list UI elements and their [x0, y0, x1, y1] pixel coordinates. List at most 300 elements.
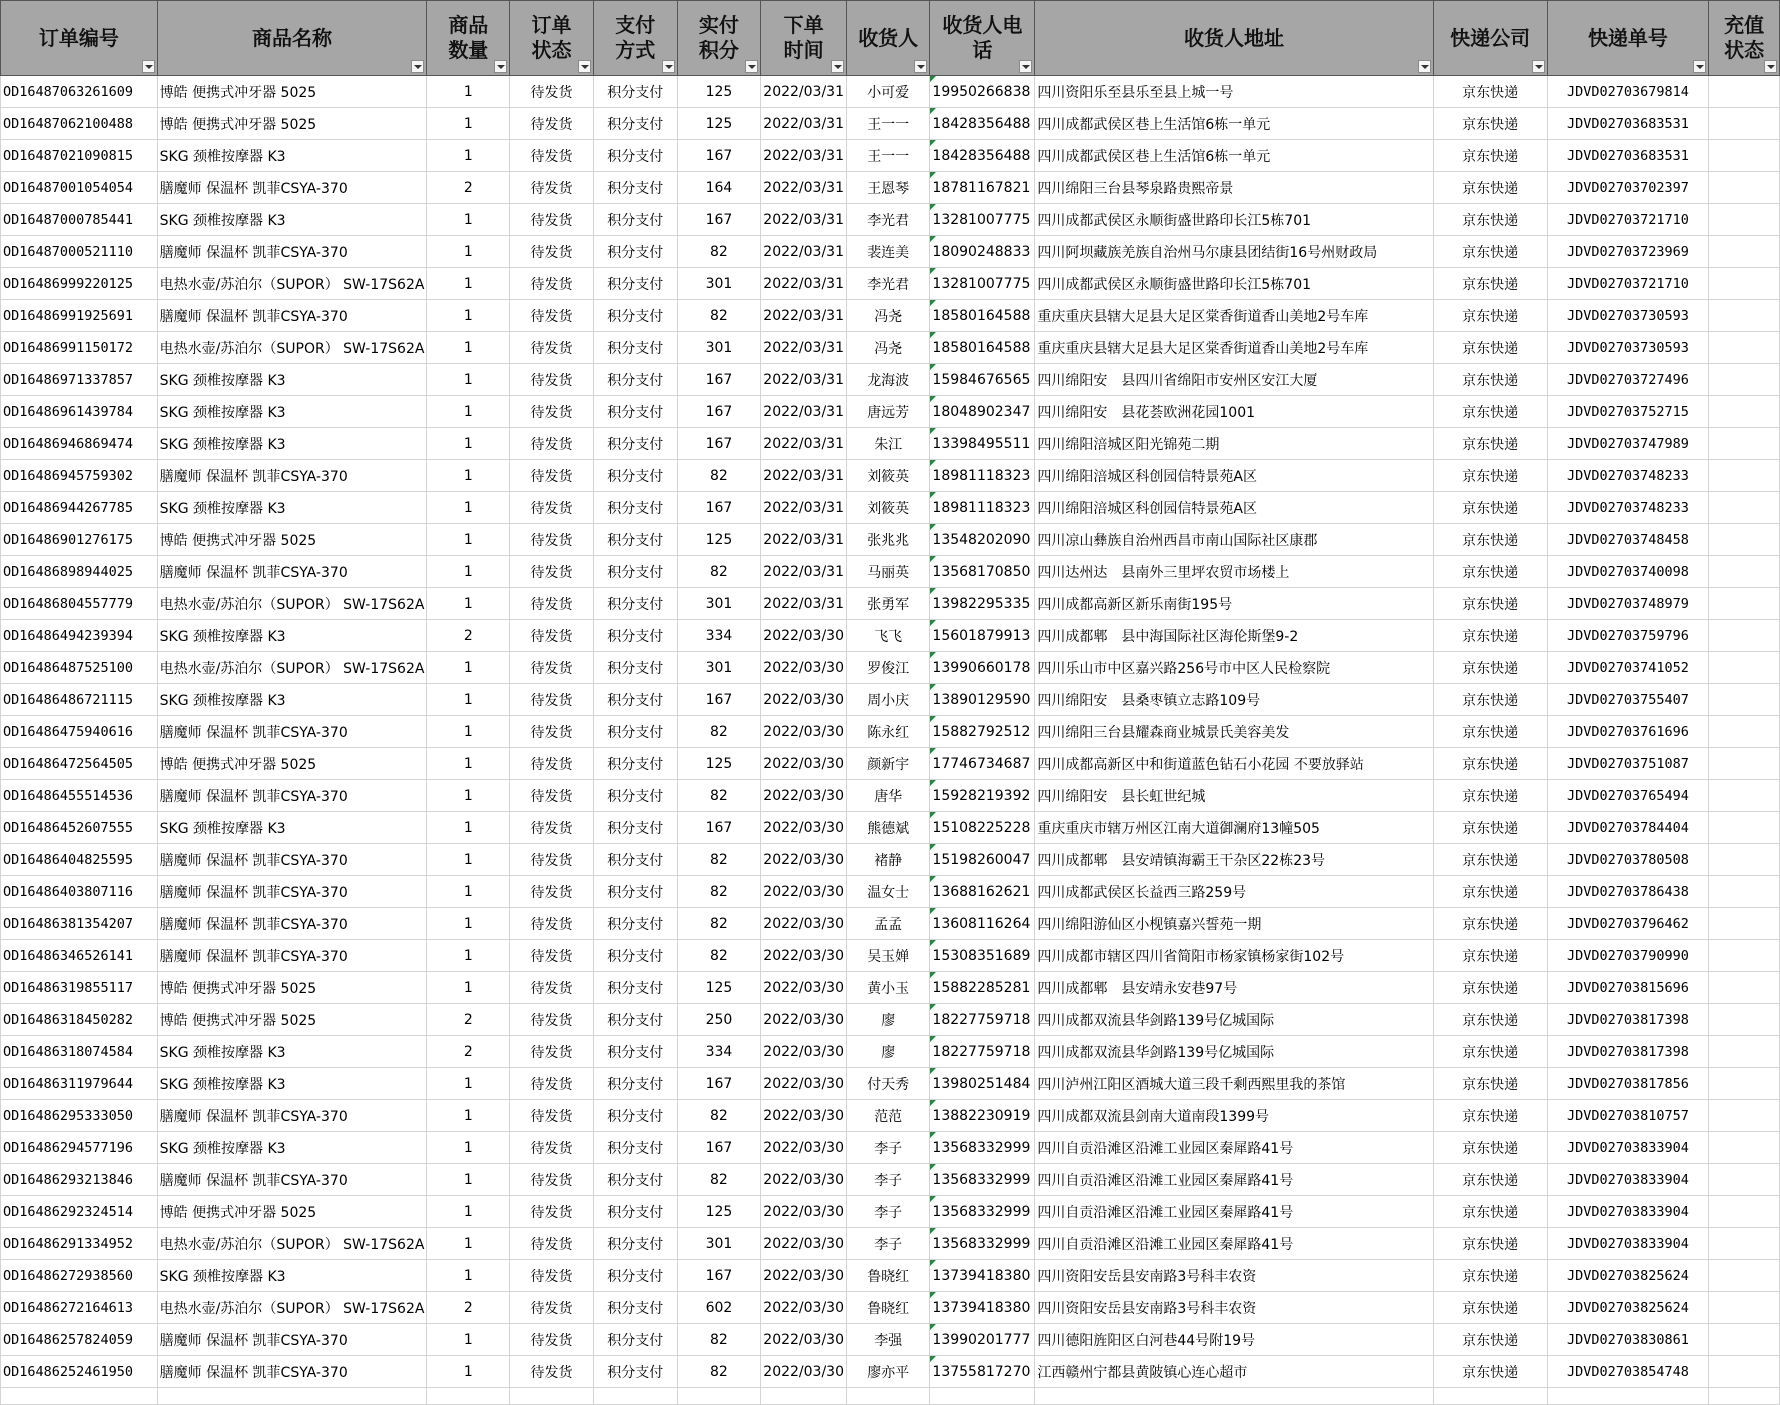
header-quantity[interactable]: 商品数量	[427, 1, 510, 76]
empty-cell[interactable]	[1547, 1388, 1708, 1405]
recipient-cell[interactable]: 王一一	[846, 108, 929, 140]
courier-cell[interactable]: 京东快递	[1433, 364, 1547, 396]
recipient-cell[interactable]: 熊德斌	[846, 812, 929, 844]
courier-cell[interactable]: 京东快递	[1433, 204, 1547, 236]
order-status-cell[interactable]: 待发货	[510, 204, 594, 236]
order-id-cell[interactable]: OD16487000521110	[1, 236, 158, 268]
order-id-cell[interactable]: OD16486991925691	[1, 300, 158, 332]
points-paid-cell[interactable]: 334	[677, 620, 761, 652]
order-time-cell[interactable]: 2022/03/30	[761, 1228, 847, 1260]
points-paid-cell[interactable]: 167	[677, 140, 761, 172]
recipient-phone-cell[interactable]: 18781167821	[930, 172, 1035, 204]
product-name-cell[interactable]: 膳魔师 保温杯 凯菲CSYA-370	[157, 1324, 427, 1356]
recipient-cell[interactable]: 廖	[846, 1004, 929, 1036]
recipient-cell[interactable]: 陈永红	[846, 716, 929, 748]
recharge-status-cell[interactable]	[1709, 396, 1780, 428]
payment-method-cell[interactable]: 积分支付	[593, 1356, 677, 1388]
product-name-cell[interactable]: SKG 颈椎按摩器 K3	[157, 428, 427, 460]
product-name-cell[interactable]: SKG 颈椎按摩器 K3	[157, 1068, 427, 1100]
recipient-cell[interactable]: 李子	[846, 1228, 929, 1260]
product-name-cell[interactable]: 膳魔师 保温杯 凯菲CSYA-370	[157, 908, 427, 940]
recipient-address-cell[interactable]: 四川成都市辖区四川省简阳市杨家镇杨家街102号	[1035, 940, 1433, 972]
points-paid-cell[interactable]: 167	[677, 1068, 761, 1100]
recipient-phone-cell[interactable]: 13739418380	[930, 1292, 1035, 1324]
points-paid-cell[interactable]: 167	[677, 1260, 761, 1292]
quantity-cell[interactable]: 1	[427, 556, 510, 588]
product-name-cell[interactable]: 膳魔师 保温杯 凯菲CSYA-370	[157, 1164, 427, 1196]
payment-method-cell[interactable]: 积分支付	[593, 780, 677, 812]
recipient-address-cell[interactable]: 重庆重庆县辖大足县大足区棠香街道香山美地2号车库	[1035, 332, 1433, 364]
recharge-status-cell[interactable]	[1709, 204, 1780, 236]
order-status-cell[interactable]: 待发货	[510, 940, 594, 972]
order-id-cell[interactable]: OD16486291334952	[1, 1228, 158, 1260]
recipient-cell[interactable]: 李子	[846, 1196, 929, 1228]
product-name-cell[interactable]: SKG 颈椎按摩器 K3	[157, 1036, 427, 1068]
tracking-number-cell[interactable]: JDVD02703748233	[1547, 492, 1708, 524]
recharge-status-cell[interactable]	[1709, 1100, 1780, 1132]
order-id-cell[interactable]: OD16486961439784	[1, 396, 158, 428]
payment-method-cell[interactable]: 积分支付	[593, 1196, 677, 1228]
quantity-cell[interactable]: 1	[427, 492, 510, 524]
recipient-address-cell[interactable]: 四川阿坝藏族羌族自治州马尔康县团结街16号州财政局	[1035, 236, 1433, 268]
quantity-cell[interactable]: 1	[427, 236, 510, 268]
product-name-cell[interactable]: 电热水壶/苏泊尔（SUPOR） SW-17S62A	[157, 1228, 427, 1260]
empty-cell[interactable]	[930, 1388, 1035, 1405]
points-paid-cell[interactable]: 82	[677, 844, 761, 876]
recharge-status-cell[interactable]	[1709, 940, 1780, 972]
recharge-status-cell[interactable]	[1709, 492, 1780, 524]
points-paid-cell[interactable]: 82	[677, 556, 761, 588]
recharge-status-cell[interactable]	[1709, 748, 1780, 780]
courier-cell[interactable]: 京东快递	[1433, 556, 1547, 588]
empty-cell[interactable]	[510, 1388, 594, 1405]
recipient-address-cell[interactable]: 四川自贡沿滩区沿滩工业园区秦犀路41号	[1035, 1196, 1433, 1228]
product-name-cell[interactable]: 膳魔师 保温杯 凯菲CSYA-370	[157, 1356, 427, 1388]
tracking-number-cell[interactable]: JDVD02703761696	[1547, 716, 1708, 748]
recipient-address-cell[interactable]: 四川达州达 县南外三里坪农贸市场楼上	[1035, 556, 1433, 588]
order-id-cell[interactable]: OD16486472564505	[1, 748, 158, 780]
quantity-cell[interactable]: 1	[427, 1260, 510, 1292]
quantity-cell[interactable]: 1	[427, 396, 510, 428]
order-id-cell[interactable]: OD16486999220125	[1, 268, 158, 300]
points-paid-cell[interactable]: 301	[677, 652, 761, 684]
recipient-address-cell[interactable]: 四川成都郫 县中海国际社区海伦斯堡9-2	[1035, 620, 1433, 652]
header-recharge-status[interactable]: 充值状态	[1709, 1, 1780, 76]
order-time-cell[interactable]: 2022/03/31	[761, 556, 847, 588]
recharge-status-cell[interactable]	[1709, 908, 1780, 940]
empty-cell[interactable]	[846, 1388, 929, 1405]
order-id-cell[interactable]: OD16486475940616	[1, 716, 158, 748]
recipient-address-cell[interactable]: 四川绵阳涪城区阳光锦苑二期	[1035, 428, 1433, 460]
quantity-cell[interactable]: 1	[427, 940, 510, 972]
order-id-cell[interactable]: OD16486318074584	[1, 1036, 158, 1068]
recipient-address-cell[interactable]: 四川资阳安岳县安南路3号科丰农资	[1035, 1260, 1433, 1292]
order-time-cell[interactable]: 2022/03/30	[761, 1164, 847, 1196]
quantity-cell[interactable]: 1	[427, 364, 510, 396]
recipient-address-cell[interactable]: 四川凉山彝族自治州西昌市南山国际社区康郡	[1035, 524, 1433, 556]
order-status-cell[interactable]: 待发货	[510, 364, 594, 396]
order-time-cell[interactable]: 2022/03/30	[761, 1260, 847, 1292]
payment-method-cell[interactable]: 积分支付	[593, 76, 677, 108]
recipient-cell[interactable]: 李强	[846, 1324, 929, 1356]
recipient-cell[interactable]: 李光君	[846, 268, 929, 300]
order-id-cell[interactable]: OD16486295333050	[1, 1100, 158, 1132]
recharge-status-cell[interactable]	[1709, 1004, 1780, 1036]
tracking-number-cell[interactable]: JDVD02703817856	[1547, 1068, 1708, 1100]
points-paid-cell[interactable]: 301	[677, 588, 761, 620]
order-time-cell[interactable]: 2022/03/31	[761, 364, 847, 396]
order-time-cell[interactable]: 2022/03/30	[761, 940, 847, 972]
tracking-number-cell[interactable]: JDVD02703752715	[1547, 396, 1708, 428]
order-time-cell[interactable]: 2022/03/30	[761, 780, 847, 812]
recipient-address-cell[interactable]: 四川成都武侯区永顺街盛世路印长江5栋701	[1035, 204, 1433, 236]
order-time-cell[interactable]: 2022/03/30	[761, 972, 847, 1004]
payment-method-cell[interactable]: 积分支付	[593, 300, 677, 332]
order-time-cell[interactable]: 2022/03/31	[761, 588, 847, 620]
quantity-cell[interactable]: 1	[427, 1100, 510, 1132]
tracking-number-cell[interactable]: JDVD02703780508	[1547, 844, 1708, 876]
recipient-phone-cell[interactable]: 18048902347	[930, 396, 1035, 428]
recipient-address-cell[interactable]: 四川自贡沿滩区沿滩工业园区秦犀路41号	[1035, 1132, 1433, 1164]
recipient-address-cell[interactable]: 重庆重庆县辖大足县大足区棠香街道香山美地2号车库	[1035, 300, 1433, 332]
recipient-phone-cell[interactable]: 18428356488	[930, 140, 1035, 172]
courier-cell[interactable]: 京东快递	[1433, 1356, 1547, 1388]
order-status-cell[interactable]: 待发货	[510, 1292, 594, 1324]
order-status-cell[interactable]: 待发货	[510, 1356, 594, 1388]
courier-cell[interactable]: 京东快递	[1433, 1292, 1547, 1324]
recharge-status-cell[interactable]	[1709, 1356, 1780, 1388]
courier-cell[interactable]: 京东快递	[1433, 1100, 1547, 1132]
recipient-address-cell[interactable]: 四川绵阳安 县花荟欧洲花园1001	[1035, 396, 1433, 428]
recipient-address-cell[interactable]: 四川自贡沿滩区沿滩工业园区秦犀路41号	[1035, 1228, 1433, 1260]
order-time-cell[interactable]: 2022/03/31	[761, 108, 847, 140]
header-courier[interactable]: 快递公司	[1433, 1, 1547, 76]
empty-cell[interactable]	[593, 1388, 677, 1405]
product-name-cell[interactable]: 电热水壶/苏泊尔（SUPOR） SW-17S62A	[157, 588, 427, 620]
recipient-phone-cell[interactable]: 15601879913	[930, 620, 1035, 652]
quantity-cell[interactable]: 1	[427, 588, 510, 620]
recipient-phone-cell[interactable]: 13688162621	[930, 876, 1035, 908]
points-paid-cell[interactable]: 125	[677, 76, 761, 108]
recipient-phone-cell[interactable]: 18227759718	[930, 1036, 1035, 1068]
order-status-cell[interactable]: 待发货	[510, 1228, 594, 1260]
product-name-cell[interactable]: 电热水壶/苏泊尔（SUPOR） SW-17S62A	[157, 652, 427, 684]
courier-cell[interactable]: 京东快递	[1433, 1068, 1547, 1100]
quantity-cell[interactable]: 1	[427, 716, 510, 748]
order-time-cell[interactable]: 2022/03/31	[761, 300, 847, 332]
recharge-status-cell[interactable]	[1709, 460, 1780, 492]
courier-cell[interactable]: 京东快递	[1433, 492, 1547, 524]
courier-cell[interactable]: 京东快递	[1433, 1132, 1547, 1164]
product-name-cell[interactable]: SKG 颈椎按摩器 K3	[157, 620, 427, 652]
points-paid-cell[interactable]: 167	[677, 204, 761, 236]
quantity-cell[interactable]: 1	[427, 748, 510, 780]
product-name-cell[interactable]: 博皓 便携式冲牙器 5025	[157, 1004, 427, 1036]
recipient-address-cell[interactable]: 四川绵阳涪城区科创园信特景苑A区	[1035, 460, 1433, 492]
order-time-cell[interactable]: 2022/03/30	[761, 812, 847, 844]
courier-cell[interactable]: 京东快递	[1433, 716, 1547, 748]
points-paid-cell[interactable]: 82	[677, 1324, 761, 1356]
points-paid-cell[interactable]: 82	[677, 876, 761, 908]
order-time-cell[interactable]: 2022/03/30	[761, 620, 847, 652]
order-time-cell[interactable]: 2022/03/30	[761, 684, 847, 716]
payment-method-cell[interactable]: 积分支付	[593, 428, 677, 460]
product-name-cell[interactable]: 膳魔师 保温杯 凯菲CSYA-370	[157, 236, 427, 268]
filter-dropdown-icon[interactable]	[494, 60, 507, 73]
product-name-cell[interactable]: 膳魔师 保温杯 凯菲CSYA-370	[157, 1100, 427, 1132]
product-name-cell[interactable]: 膳魔师 保温杯 凯菲CSYA-370	[157, 780, 427, 812]
recharge-status-cell[interactable]	[1709, 812, 1780, 844]
order-status-cell[interactable]: 待发货	[510, 812, 594, 844]
recipient-cell[interactable]: 鲁晓红	[846, 1260, 929, 1292]
empty-cell[interactable]	[427, 1388, 510, 1405]
order-id-cell[interactable]: OD16486311979644	[1, 1068, 158, 1100]
order-status-cell[interactable]: 待发货	[510, 748, 594, 780]
header-order-time[interactable]: 下单时间	[761, 1, 847, 76]
recipient-phone-cell[interactable]: 13281007775	[930, 268, 1035, 300]
empty-cell[interactable]	[677, 1388, 761, 1405]
order-id-cell[interactable]: OD16487063261609	[1, 76, 158, 108]
order-time-cell[interactable]: 2022/03/30	[761, 1356, 847, 1388]
order-status-cell[interactable]: 待发货	[510, 108, 594, 140]
filter-dropdown-icon[interactable]	[914, 60, 927, 73]
recipient-phone-cell[interactable]: 15984676565	[930, 364, 1035, 396]
courier-cell[interactable]: 京东快递	[1433, 1228, 1547, 1260]
recipient-address-cell[interactable]: 四川成都双流县华剑路139号亿城国际	[1035, 1004, 1433, 1036]
recharge-status-cell[interactable]	[1709, 172, 1780, 204]
filter-dropdown-icon[interactable]	[1532, 60, 1545, 73]
product-name-cell[interactable]: 膳魔师 保温杯 凯菲CSYA-370	[157, 716, 427, 748]
payment-method-cell[interactable]: 积分支付	[593, 332, 677, 364]
order-id-cell[interactable]: OD16486898944025	[1, 556, 158, 588]
order-time-cell[interactable]: 2022/03/31	[761, 332, 847, 364]
quantity-cell[interactable]: 1	[427, 1196, 510, 1228]
header-product-name[interactable]: 商品名称	[157, 1, 427, 76]
order-id-cell[interactable]: OD16486252461950	[1, 1356, 158, 1388]
order-id-cell[interactable]: OD16487062100488	[1, 108, 158, 140]
recipient-cell[interactable]: 刘筱英	[846, 492, 929, 524]
recharge-status-cell[interactable]	[1709, 1324, 1780, 1356]
recipient-cell[interactable]: 吴玉婵	[846, 940, 929, 972]
order-status-cell[interactable]: 待发货	[510, 1324, 594, 1356]
quantity-cell[interactable]: 2	[427, 1292, 510, 1324]
order-status-cell[interactable]: 待发货	[510, 332, 594, 364]
courier-cell[interactable]: 京东快递	[1433, 780, 1547, 812]
tracking-number-cell[interactable]: JDVD02703748458	[1547, 524, 1708, 556]
courier-cell[interactable]: 京东快递	[1433, 844, 1547, 876]
order-id-cell[interactable]: OD16486901276175	[1, 524, 158, 556]
order-status-cell[interactable]: 待发货	[510, 684, 594, 716]
tracking-number-cell[interactable]: JDVD02703721710	[1547, 268, 1708, 300]
recipient-phone-cell[interactable]: 13982295335	[930, 588, 1035, 620]
courier-cell[interactable]: 京东快递	[1433, 876, 1547, 908]
payment-method-cell[interactable]: 积分支付	[593, 748, 677, 780]
header-order-status[interactable]: 订单状态	[510, 1, 594, 76]
payment-method-cell[interactable]: 积分支付	[593, 524, 677, 556]
recharge-status-cell[interactable]	[1709, 1164, 1780, 1196]
order-time-cell[interactable]: 2022/03/30	[761, 1196, 847, 1228]
quantity-cell[interactable]: 1	[427, 684, 510, 716]
recipient-address-cell[interactable]: 四川资阳乐至县乐至县上城一号	[1035, 76, 1433, 108]
product-name-cell[interactable]: 膳魔师 保温杯 凯菲CSYA-370	[157, 460, 427, 492]
order-status-cell[interactable]: 待发货	[510, 556, 594, 588]
order-id-cell[interactable]: OD16486318450282	[1, 1004, 158, 1036]
points-paid-cell[interactable]: 301	[677, 268, 761, 300]
filter-dropdown-icon[interactable]	[1693, 60, 1706, 73]
header-payment-method[interactable]: 支付方式	[593, 1, 677, 76]
recipient-cell[interactable]: 刘筱英	[846, 460, 929, 492]
tracking-number-cell[interactable]: JDVD02703784404	[1547, 812, 1708, 844]
order-id-cell[interactable]: OD16486346526141	[1, 940, 158, 972]
recipient-phone-cell[interactable]: 15928219392	[930, 780, 1035, 812]
points-paid-cell[interactable]: 250	[677, 1004, 761, 1036]
courier-cell[interactable]: 京东快递	[1433, 108, 1547, 140]
order-status-cell[interactable]: 待发货	[510, 140, 594, 172]
order-id-cell[interactable]: OD16486272938560	[1, 1260, 158, 1292]
payment-method-cell[interactable]: 积分支付	[593, 1324, 677, 1356]
points-paid-cell[interactable]: 167	[677, 812, 761, 844]
courier-cell[interactable]: 京东快递	[1433, 1164, 1547, 1196]
product-name-cell[interactable]: 博皓 便携式冲牙器 5025	[157, 972, 427, 1004]
payment-method-cell[interactable]: 积分支付	[593, 108, 677, 140]
tracking-number-cell[interactable]: JDVD02703810757	[1547, 1100, 1708, 1132]
order-time-cell[interactable]: 2022/03/30	[761, 844, 847, 876]
recipient-phone-cell[interactable]: 18090248833	[930, 236, 1035, 268]
courier-cell[interactable]: 京东快递	[1433, 620, 1547, 652]
courier-cell[interactable]: 京东快递	[1433, 908, 1547, 940]
recipient-cell[interactable]: 朱江	[846, 428, 929, 460]
recipient-cell[interactable]: 周小庆	[846, 684, 929, 716]
header-recipient[interactable]: 收货人	[846, 1, 929, 76]
points-paid-cell[interactable]: 82	[677, 1356, 761, 1388]
order-status-cell[interactable]: 待发货	[510, 908, 594, 940]
recipient-phone-cell[interactable]: 13548202090	[930, 524, 1035, 556]
tracking-number-cell[interactable]: JDVD02703815696	[1547, 972, 1708, 1004]
points-paid-cell[interactable]: 82	[677, 1164, 761, 1196]
order-status-cell[interactable]: 待发货	[510, 236, 594, 268]
points-paid-cell[interactable]: 167	[677, 364, 761, 396]
order-status-cell[interactable]: 待发货	[510, 716, 594, 748]
product-name-cell[interactable]: SKG 颈椎按摩器 K3	[157, 396, 427, 428]
recipient-phone-cell[interactable]: 15308351689	[930, 940, 1035, 972]
order-id-cell[interactable]: OD16486452607555	[1, 812, 158, 844]
empty-cell[interactable]	[1433, 1388, 1547, 1405]
order-status-cell[interactable]: 待发货	[510, 1164, 594, 1196]
recipient-address-cell[interactable]: 四川绵阳安 县长虹世纪城	[1035, 780, 1433, 812]
courier-cell[interactable]: 京东快递	[1433, 236, 1547, 268]
courier-cell[interactable]: 京东快递	[1433, 300, 1547, 332]
order-status-cell[interactable]: 待发货	[510, 1004, 594, 1036]
payment-method-cell[interactable]: 积分支付	[593, 652, 677, 684]
order-time-cell[interactable]: 2022/03/31	[761, 492, 847, 524]
order-status-cell[interactable]: 待发货	[510, 76, 594, 108]
recipient-phone-cell[interactable]: 13398495511	[930, 428, 1035, 460]
recharge-status-cell[interactable]	[1709, 428, 1780, 460]
quantity-cell[interactable]: 1	[427, 1356, 510, 1388]
tracking-number-cell[interactable]: JDVD02703721710	[1547, 204, 1708, 236]
quantity-cell[interactable]: 2	[427, 172, 510, 204]
courier-cell[interactable]: 京东快递	[1433, 1196, 1547, 1228]
courier-cell[interactable]: 京东快递	[1433, 268, 1547, 300]
recipient-phone-cell[interactable]: 13990660178	[930, 652, 1035, 684]
payment-method-cell[interactable]: 积分支付	[593, 1228, 677, 1260]
quantity-cell[interactable]: 1	[427, 460, 510, 492]
quantity-cell[interactable]: 1	[427, 908, 510, 940]
recipient-address-cell[interactable]: 四川成都双流县剑南大道南段1399号	[1035, 1100, 1433, 1132]
recharge-status-cell[interactable]	[1709, 620, 1780, 652]
quantity-cell[interactable]: 1	[427, 876, 510, 908]
tracking-number-cell[interactable]: JDVD02703702397	[1547, 172, 1708, 204]
recipient-phone-cell[interactable]: 15882285281	[930, 972, 1035, 1004]
order-id-cell[interactable]: OD16486404825595	[1, 844, 158, 876]
courier-cell[interactable]: 京东快递	[1433, 1004, 1547, 1036]
order-time-cell[interactable]: 2022/03/30	[761, 876, 847, 908]
quantity-cell[interactable]: 1	[427, 268, 510, 300]
recharge-status-cell[interactable]	[1709, 684, 1780, 716]
payment-method-cell[interactable]: 积分支付	[593, 716, 677, 748]
recipient-phone-cell[interactable]: 18580164588	[930, 332, 1035, 364]
courier-cell[interactable]: 京东快递	[1433, 652, 1547, 684]
quantity-cell[interactable]: 1	[427, 76, 510, 108]
recharge-status-cell[interactable]	[1709, 300, 1780, 332]
order-time-cell[interactable]: 2022/03/30	[761, 748, 847, 780]
recharge-status-cell[interactable]	[1709, 844, 1780, 876]
recipient-phone-cell[interactable]: 18981118323	[930, 492, 1035, 524]
recipient-address-cell[interactable]: 四川成都高新区新乐南街195号	[1035, 588, 1433, 620]
order-id-cell[interactable]: OD16486971337857	[1, 364, 158, 396]
recipient-phone-cell[interactable]: 18580164588	[930, 300, 1035, 332]
quantity-cell[interactable]: 1	[427, 204, 510, 236]
recipient-cell[interactable]: 唐华	[846, 780, 929, 812]
points-paid-cell[interactable]: 167	[677, 396, 761, 428]
points-paid-cell[interactable]: 82	[677, 940, 761, 972]
recipient-phone-cell[interactable]: 13568332999	[930, 1132, 1035, 1164]
recharge-status-cell[interactable]	[1709, 876, 1780, 908]
points-paid-cell[interactable]: 167	[677, 1132, 761, 1164]
filter-dropdown-icon[interactable]	[411, 60, 424, 73]
recharge-status-cell[interactable]	[1709, 1292, 1780, 1324]
recharge-status-cell[interactable]	[1709, 1132, 1780, 1164]
payment-method-cell[interactable]: 积分支付	[593, 556, 677, 588]
points-paid-cell[interactable]: 82	[677, 908, 761, 940]
tracking-number-cell[interactable]: JDVD02703825624	[1547, 1260, 1708, 1292]
payment-method-cell[interactable]: 积分支付	[593, 908, 677, 940]
payment-method-cell[interactable]: 积分支付	[593, 236, 677, 268]
order-time-cell[interactable]: 2022/03/30	[761, 1004, 847, 1036]
recipient-phone-cell[interactable]: 17746734687	[930, 748, 1035, 780]
payment-method-cell[interactable]: 积分支付	[593, 492, 677, 524]
order-status-cell[interactable]: 待发货	[510, 876, 594, 908]
recipient-phone-cell[interactable]: 15882792512	[930, 716, 1035, 748]
empty-cell[interactable]	[1035, 1388, 1433, 1405]
recipient-cell[interactable]: 龙海波	[846, 364, 929, 396]
order-status-cell[interactable]: 待发货	[510, 1068, 594, 1100]
order-status-cell[interactable]: 待发货	[510, 1036, 594, 1068]
points-paid-cell[interactable]: 82	[677, 300, 761, 332]
recipient-cell[interactable]: 冯尧	[846, 300, 929, 332]
order-id-cell[interactable]: OD16486294577196	[1, 1132, 158, 1164]
filter-dropdown-icon[interactable]	[142, 60, 155, 73]
recipient-cell[interactable]: 王恩琴	[846, 172, 929, 204]
recipient-cell[interactable]: 王一一	[846, 140, 929, 172]
recharge-status-cell[interactable]	[1709, 268, 1780, 300]
tracking-number-cell[interactable]: JDVD02703833904	[1547, 1228, 1708, 1260]
order-id-cell[interactable]: OD16486946869474	[1, 428, 158, 460]
recipient-cell[interactable]: 廖	[846, 1036, 929, 1068]
order-id-cell[interactable]: OD16486804557779	[1, 588, 158, 620]
order-time-cell[interactable]: 2022/03/31	[761, 460, 847, 492]
recipient-cell[interactable]: 付天秀	[846, 1068, 929, 1100]
